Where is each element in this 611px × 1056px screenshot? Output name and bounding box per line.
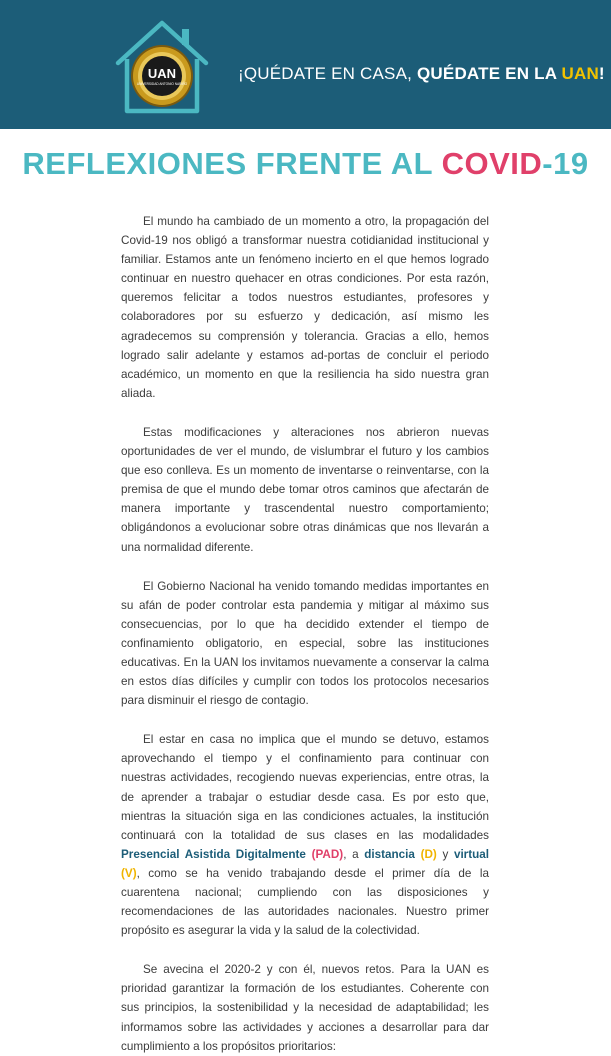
header-banner [0, 0, 611, 129]
paragraph-5: Se avecina el 2020-2 y con él, nuevos retos. Para la UAN es prioridad garantizar la formación de los estudiantes. Coherente con sus principios, la sostenibilidad y la necesidad de adaptabilidad; les informamos sobre las actividades y acciones a desarrollar para dar cumplimiento a los propósitos prioritarios: [121, 963, 489, 1053]
paragraph-1: El mundo ha cambiado de un momento a otro, la propagación del Covid-19 nos obligó a transformar nuestra cotidianidad institucional y familiar. Estamos ante un fenómeno incierto en el que hemos logrado continuar en nuestro quehacer en otras condiciones. Por esta razón, queremos felicitar a todos nuestros estudiantes, profesores y colaboradores por su esfuerzo y dedicación, así mismo les agradecemos su comprensión y tolerancia. Gracias a ello, hemos logrado salir adelante y estamos ad-portas de concluir el periodo académico, un momento en que la resiliencia ha sido nuestra gran aliada. [121, 215, 489, 400]
uan-house-logo [112, 17, 212, 117]
p4-sep1: , a [343, 847, 365, 861]
p4-pad-label: Presencial Asistida Digitalmente [121, 847, 306, 861]
paragraph-2: Estas modificaciones y alteraciones nos abrieron nuevas oportunidades de ver el mundo, de vislumbrar el futuro y los cambios que eso conlleva. Es un momento de inventarse o reinventarse, con la premisa de que el mundo debe tomar otros caminos que afectarán de manera importante y trascendental nuestro comportamiento; obligándonos a evolucionar sobre otras dinámicas que nos llevarán a una normalidad diferente. [121, 425, 489, 554]
paragraph-3: El Gobierno Nacional ha venido tomando medidas importantes en su afán de poder controlar esta pandemia y mitigar al máximo sus consecuencias, por lo que ha decidido extender el tiempo de confinamiento obligatorio, en especial, sobre las instituciones educativas. En la UAN los invitamos nuevamente a conservar la calma en estos días difíciles y cumplir con todos los protocolos necesarios para disminuir el riesgo de contagio. [121, 579, 489, 708]
p4-v-abbr: (V) [121, 866, 137, 880]
slogan-comma: , [407, 64, 417, 83]
p4-distancia: distancia [364, 847, 415, 861]
title-prefix: REFLEXIONES FRENTE AL [22, 146, 442, 181]
slogan-part1: ¡QUÉDATE EN CASA [238, 64, 408, 83]
p4-virtual: virtual [453, 847, 490, 861]
logo-text: UAN [147, 66, 177, 81]
page-title [0, 146, 611, 182]
paragraph-4 [121, 730, 489, 940]
p4-pad-abbr: (PAD) [311, 847, 344, 861]
slogan-part2: QUÉDATE EN LA [417, 64, 562, 83]
p4-sep2: y [436, 847, 454, 861]
slogan-accent: UAN [561, 64, 599, 83]
header-slogan [238, 64, 605, 84]
title-suffix: -19 [542, 146, 589, 181]
title-covid: COVID [441, 146, 543, 181]
p4-outro: , como se ha venido trabajando desde el primer día de la cuarentena nacional; cumpliendo con las disposiciones y recomendaciones de las autoridades nacionales. Nuestro primer propósito es asegurar la vida y la salud de la colectividad. [121, 866, 489, 938]
article-body [121, 212, 489, 1056]
p4-d-abbr: (D) [420, 847, 437, 861]
slogan-end: ! [598, 64, 605, 83]
logo-subtext: UNIVERSIDAD ANTONIO NARIÑO [136, 82, 188, 86]
p4-intro: El estar en casa no implica que el mundo se detuvo, estamos aprovechando el tiempo y el confinamiento para continuar con nuestras actividades, recogiendo nuevas experiencias, entre otras, la de aprender a trabajar o estudiar desde casa. Es por esto que, mientras la situación siga en las condiciones actuales, la institución continuará con la totalidad de sus clases en las modalidades [121, 733, 489, 842]
